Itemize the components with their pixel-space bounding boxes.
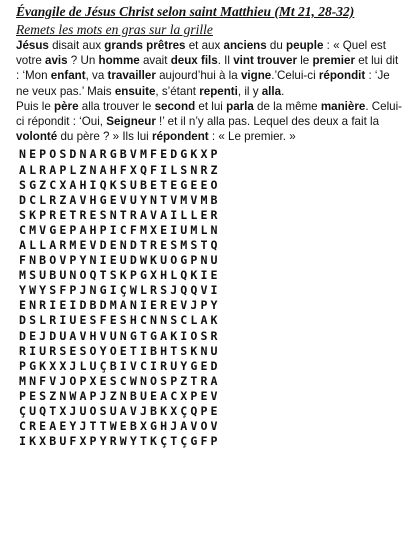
text-run: , va xyxy=(85,69,108,83)
keyword: anciens xyxy=(223,39,267,52)
grid-row: CMVGEPAHPICFMXEIUMLN xyxy=(19,222,221,237)
keyword: premier xyxy=(312,54,355,68)
text-run: , s’étant xyxy=(155,84,200,98)
text-run: du xyxy=(266,39,287,52)
grid-row: FNBOVPYNIEUDWKUOGPNU xyxy=(19,253,221,268)
keyword: homme xyxy=(98,54,140,68)
grid-row: RIURSESOYOETIBHTSKNU xyxy=(19,343,221,358)
keyword: parla xyxy=(226,99,254,113)
keyword: repenti xyxy=(199,84,238,98)
keyword: alla xyxy=(261,84,282,98)
keyword: ensuite xyxy=(114,84,156,98)
grid-row: PESZNWAPJZNBUEACXPEV xyxy=(19,388,221,403)
keyword: Jésus xyxy=(16,39,49,52)
keyword: vigne xyxy=(240,69,272,83)
text-run: , il y xyxy=(237,84,262,98)
text-run: Puis le xyxy=(16,99,55,113)
text-run: : ‘Je ne veux pas.’ Mais xyxy=(16,69,390,98)
grid-row: DSLRIUESFESHCNNSCLAK xyxy=(19,313,221,328)
gospel-paragraph-1 xyxy=(16,38,404,99)
keyword: vint trouver xyxy=(233,54,297,68)
text-run: : « Le premier. » xyxy=(208,130,296,144)
gospel-title: Évangile de Jésus Christ selon saint Matthieu (Mt 21, 28-32) xyxy=(16,4,355,19)
keyword: deux fils xyxy=(170,54,218,68)
text-run: le xyxy=(296,54,313,68)
grid-row: ALLARMEVDENDTRESMSTQ xyxy=(19,237,221,252)
instruction-text: Remets les mots en gras sur la grille xyxy=(16,22,213,37)
text-run: ? Un xyxy=(67,54,99,68)
grid-row: MNFVJOPXESCWNOSPZTRA xyxy=(19,373,221,388)
keyword: travailler xyxy=(107,69,156,83)
grid-row: NEPOSDNARGBVMFEDGKXP xyxy=(19,147,221,162)
text-run: .’Celui-ci xyxy=(271,69,319,83)
text-run: alla trouver le xyxy=(78,99,155,113)
keyword: enfant xyxy=(50,69,86,83)
text-run: avait xyxy=(139,54,171,68)
grid-row: MSUBUNOQTSKPGXHLQKIE xyxy=(19,268,221,283)
grid-row: SGZCXAHIQKSUBETEGEEO xyxy=(19,177,221,192)
text-run: . xyxy=(281,84,285,98)
grid-row: SKPRETRESNTRAVAILLER xyxy=(19,207,221,222)
text-run: !’ et il n’y alla pas. Lequel des deux a fait la xyxy=(155,115,380,129)
grid-row: ENRIEIDBDMANIEREVJPY xyxy=(19,298,221,313)
grid-row: ÇUQTXJUOSUAVJBKXÇQPE xyxy=(19,404,221,419)
keyword: Seigneur xyxy=(106,115,156,129)
text-run: de la même xyxy=(253,99,321,113)
grid-row: PGKXXJLUÇBIVCIRUYGED xyxy=(19,358,221,373)
keyword: répondit xyxy=(318,69,366,83)
text-run: du père ? » Ils lui xyxy=(57,130,152,144)
word-search-grid xyxy=(19,147,404,449)
gospel-text xyxy=(16,38,404,144)
keyword: volonté xyxy=(16,130,58,144)
text-run: : « Quel est votre xyxy=(16,39,386,68)
text-run: et aux xyxy=(185,39,224,52)
grid-row: IKXBUFXPYRWYTKÇTÇGFP xyxy=(19,434,221,449)
text-run: et lui dit : ‘Mon xyxy=(16,54,399,83)
grid-row: ALRAPLZNAHFXQFILSNRZ xyxy=(19,162,221,177)
text-run: . Celui-ci répondit : ‘Oui, xyxy=(16,99,403,129)
grid-row: DEJDUAVHVUNGTGAKIOSR xyxy=(19,328,221,343)
keyword: répondent xyxy=(151,130,209,144)
keyword: peuple xyxy=(286,39,324,52)
grid-row: DCLRZAVHGEVUYNTVMVMB xyxy=(19,192,221,207)
keyword: avis xyxy=(45,54,68,68)
gospel-paragraph-2 xyxy=(16,99,404,145)
grid-row: CREAEYJTTWEBXGHJAVOV xyxy=(19,419,221,434)
keyword: manière xyxy=(320,99,366,113)
grid-row: YWYSFPJNGIÇWLRSJQQVI xyxy=(19,283,221,298)
text-run: et lui xyxy=(195,99,227,113)
text-run: aujourd’hui à la xyxy=(155,69,241,83)
keyword: père xyxy=(54,99,79,113)
text-run: disait aux xyxy=(48,39,105,52)
keyword: grands prêtres xyxy=(104,39,186,52)
text-run: . Il xyxy=(217,54,234,68)
keyword: second xyxy=(154,99,196,113)
